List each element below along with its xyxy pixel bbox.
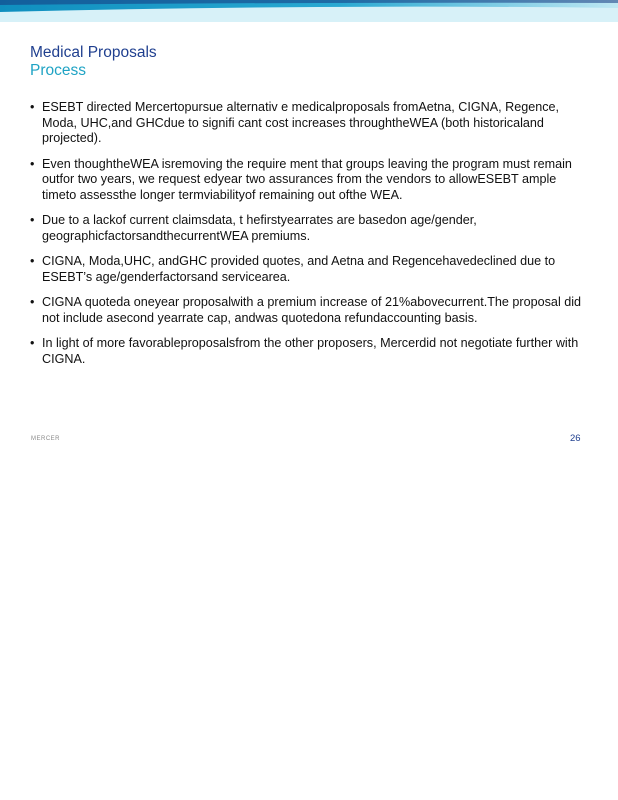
bullet-list	[30, 100, 590, 377]
list-item	[30, 336, 590, 367]
bullet-marker: •	[30, 213, 35, 227]
bullet-marker: •	[30, 156, 35, 171]
list-item	[30, 213, 590, 244]
list-item	[30, 157, 590, 204]
page-number: 26	[570, 433, 581, 444]
bullet-text: In light of more favorableproposalsfrom the other proposers, Mercerdid not negotiate further with CIGNA.	[42, 336, 579, 366]
bullet-marker: •	[30, 100, 35, 114]
footer-logo: MERCER	[31, 436, 61, 442]
bullet-text: CIGNA, Moda,UHC, andGHC provided quotes, and Aetna and Regencehavedeclined due to ESEBT’s age/genderfactorsand servicearea.	[42, 254, 556, 284]
page-title: Medical Proposals	[30, 44, 157, 61]
bullet-text: CIGNA quoteda oneyear proposalwith a premium increase of 21%abovecurrent.The proposal did not include asecond yearrate cap, andwas quotedona refundaccounting basis.	[42, 295, 582, 325]
slide-title	[30, 44, 157, 80]
header-decorative-band	[0, 0, 618, 22]
list-item	[30, 295, 590, 326]
list-item	[30, 100, 590, 147]
page-subtitle: Process	[30, 62, 86, 79]
bullet-text: ESEBT directed Mercertopursue alternativ e medicalproposals fromAetna, CIGNA, Regence, Moda, UHC,and GHCdue to signifi cant cost increases throughtheWEA (both historicaland projected).	[42, 100, 560, 145]
bullet-text: Even thoughtheWEA isremoving the require ment that groups leaving the program must remain outfor two years, we request edyear two assurances from the vendors to allowESEBT ample timeto assessthe longer termviabilityof remaining out ofthe WEA.	[42, 156, 572, 202]
bullet-marker: •	[30, 254, 35, 268]
list-item	[30, 254, 590, 285]
bullet-marker: •	[30, 336, 35, 350]
bullet-text: Due to a lackof current claimsdata, t hefirstyearrates are basedon age/gender, geographicfactorsandthecurrentWEA premiums.	[42, 213, 477, 243]
bullet-marker: •	[30, 295, 35, 309]
